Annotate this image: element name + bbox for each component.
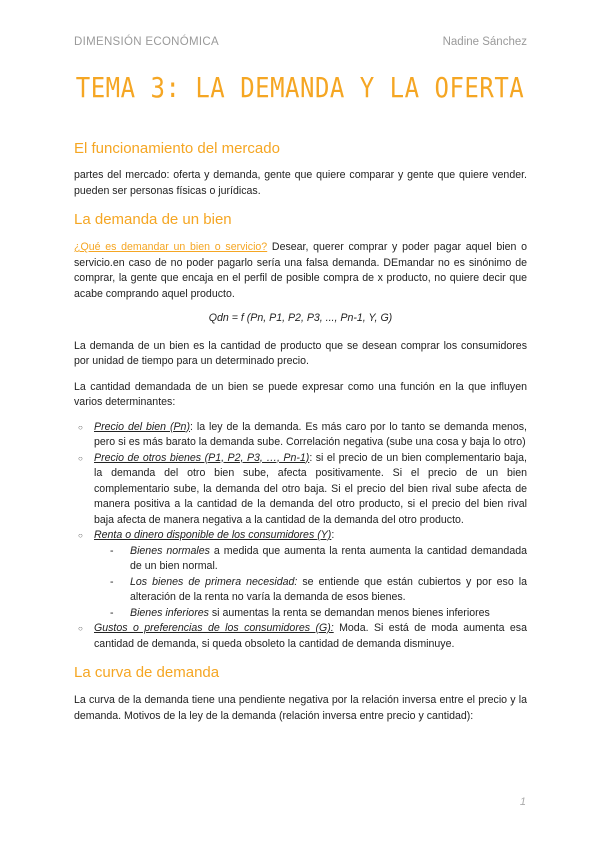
sublist-item-label: Bienes inferiores (130, 606, 209, 619)
sublist-item-text: si aumentas la renta se demandan menos bienes inferiores (208, 606, 490, 619)
list-item (74, 528, 527, 621)
document-body (74, 140, 527, 724)
page-number: 1 (519, 796, 526, 808)
sublist-item (94, 606, 527, 622)
section-heading-demanda: La demanda de un bien (74, 211, 232, 228)
list-item (74, 451, 527, 529)
determinants-list (74, 420, 527, 653)
paragraph-determinantes: La cantidad demandada de un bien se puede expresar como una función en la que influyen varios determinantes: (74, 380, 527, 408)
paragraph-que-es-demandar (74, 240, 527, 302)
list-item-text: : si el precio de un bien complementario baja, la demanda del otro bien sube, afecta positivamente. Si el precio de un bien complementario sube, la demanda del otro baja. Si el precio del bien rival sube afecta de manera positiva a la cantidad de la demanda del otro producto, si el precio del bien rival baja afecta de manera negativa a la cantidad de la demanda del otro producto. (94, 451, 527, 526)
sublist-item (94, 575, 527, 606)
list-item (74, 420, 527, 451)
list-item-text: Moda. Si está de moda aumenta esa cantidad de demanda, si queda obsoleto la cantidad de demanda disminuye. (94, 622, 527, 650)
demand-formula (74, 311, 527, 327)
formula-text: Qdn = f (Pn, P1, P2, P3, ..., Pn-1, Y, G) (208, 312, 393, 324)
paragraph-curva: La curva de la demanda tiene una pendiente negativa por la relación inversa entre el precio y la demanda. Motivos de la ley de la demanda (relación inversa entre precio y cantidad): (74, 694, 527, 722)
question-answer: Desear, querer comprar y poder pagar aquel bien o servicio.en caso de no poder pagarlo sería una falsa demanda. DEmandar no es sinónimo de comprar, la gente que encaja en el perfil de posible compra de x producto, no quiere decir que acabe comprando aquel producto. (74, 241, 527, 300)
sublist-item-label: Los bienes de primera necesidad: (130, 575, 298, 588)
page-title: TEMA 3: LA DEMANDA Y LA OFERTA (75, 71, 525, 105)
section-heading-mercado: El funcionamiento del mercado (74, 140, 280, 157)
list-item-label: Precio de otros bienes (P1, P2, P3, …, Pn-1) (94, 451, 310, 464)
list-item-label: Gustos o preferencias de los consumidores (G): (94, 622, 334, 634)
sublist-item-label: Bienes normales (130, 544, 210, 557)
section-heading-curva: La curva de demanda (74, 664, 220, 681)
list-item-text: : (331, 529, 335, 541)
header-author: Nadine Sánchez (442, 36, 527, 48)
sublist-item-text: se entiende que están cubiertos y por eso la alteración de la renta no varía la demanda de esos bienes. (130, 575, 527, 603)
income-sublist (94, 544, 527, 622)
header-subject: DIMENSIÓN ECONÓMICA (74, 36, 219, 48)
list-item-label: Renta o dinero disponible de los consumidores (Y) (94, 529, 332, 541)
paragraph-definicion-demanda: La demanda de un bien es la cantidad de producto que se desean comprar los consumidores por unidad de tiempo para un determinado precio. (74, 339, 527, 367)
list-item-text: : la ley de la demanda. Es más caro por lo tanto se demanda menos, pero si es más barato la demanda sube. Correlación negativa (sube una cosa y baja lo otro) (94, 420, 527, 448)
sublist-item-text: a medida que aumenta la renta aumenta la cantidad demandada de un bien normal. (130, 544, 527, 572)
list-item (74, 621, 527, 652)
question-link[interactable]: ¿Qué es demandar un bien o servicio? (74, 241, 268, 253)
sublist-item (94, 544, 527, 575)
list-item-label: Precio del bien (Pn) (94, 420, 190, 433)
paragraph-mercado: partes del mercado: oferta y demanda, gente que quiere comparar y gente que quiere vender. pueden ser personas físicas o jurídicas. (74, 169, 527, 197)
